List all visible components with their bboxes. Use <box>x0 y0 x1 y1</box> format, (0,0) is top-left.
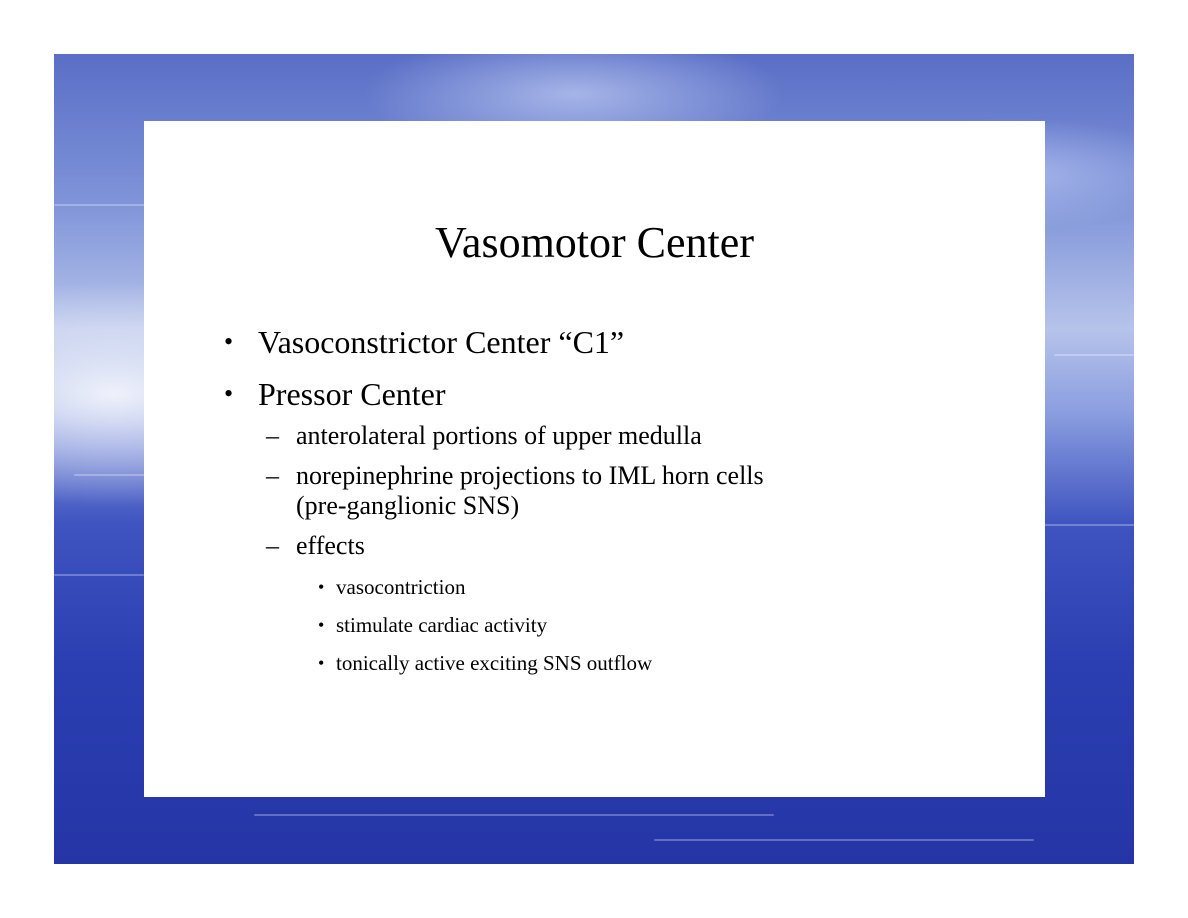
water-streak <box>654 839 1034 841</box>
bullet-item <box>224 323 1004 361</box>
water-streak <box>1054 354 1134 356</box>
bullet-text: Pressor Center <box>258 376 446 412</box>
bullet-marker: • <box>318 653 325 673</box>
effect-text: tonically active exciting SNS outflow <box>336 651 653 675</box>
water-streak <box>254 814 774 816</box>
sub-bullet-item <box>224 461 1004 521</box>
sub-bullet-text: effects <box>296 531 365 560</box>
sub-bullet-item <box>224 531 1004 561</box>
bullet-marker: • <box>224 327 234 356</box>
bullet-text: Vasoconstrictor Center “C1” <box>258 324 625 360</box>
effect-item <box>224 575 1004 599</box>
sub-bullet-item <box>224 421 1004 451</box>
sub-bullet-text-line1: norepinephrine projections to IML horn cells <box>296 461 764 490</box>
bullet-marker: • <box>224 379 234 408</box>
slide <box>54 54 1134 864</box>
dash-marker: – <box>266 421 279 450</box>
bullet-marker: • <box>318 615 325 635</box>
effect-item <box>224 613 1004 637</box>
bullet-list <box>224 323 1004 689</box>
sub-bullet-text-line2: (pre-ganglionic SNS) <box>296 491 520 520</box>
content-box <box>144 121 1045 797</box>
water-streak <box>54 574 144 576</box>
slide-title: Vasomotor Center <box>435 218 754 267</box>
effect-text: stimulate cardiac activity <box>336 613 548 637</box>
effect-item <box>224 651 1004 675</box>
dash-marker: – <box>266 461 279 490</box>
sub-bullet-text: anterolateral portions of upper medulla <box>296 421 702 450</box>
bullet-item <box>224 375 1004 413</box>
dash-marker: – <box>266 531 279 560</box>
effect-text: vasocontriction <box>336 575 466 599</box>
bullet-marker: • <box>318 577 325 597</box>
water-streak <box>1034 524 1134 526</box>
